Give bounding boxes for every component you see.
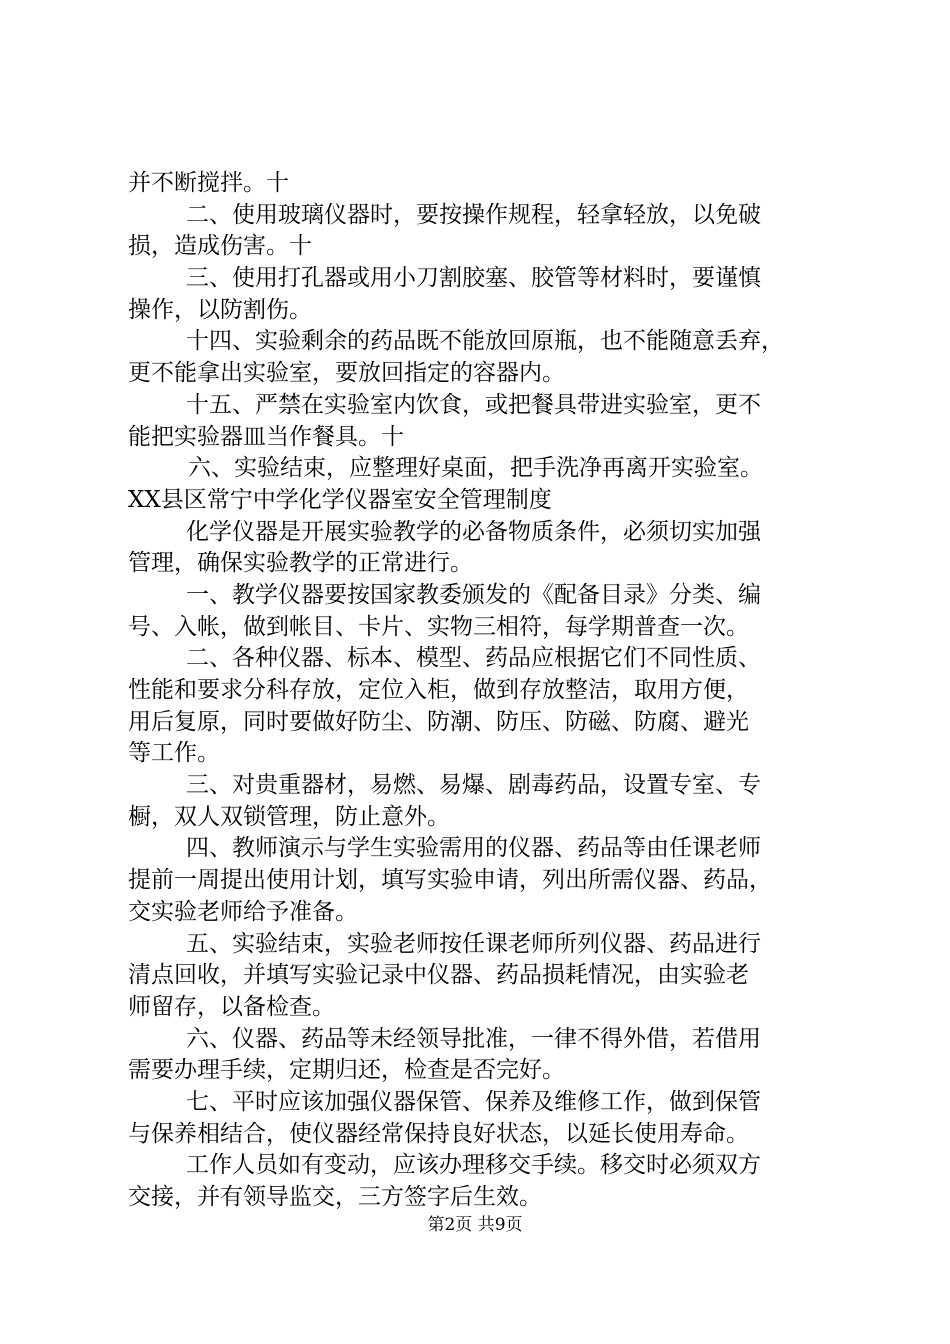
text-line: 师留存，以备检查。: [128, 993, 335, 1020]
text-line: 化学仪器是开展实验教学的必备物质条件，必须切实加强: [186, 518, 761, 545]
text-line: 并不断搅拌。十: [128, 170, 289, 196]
text-line: 橱，双人双锁管理，防止意外。: [128, 803, 450, 830]
text-line: 损，造成伤害。十: [128, 233, 312, 260]
text-line: 需要办理手续，定期归还，检查是否完好。: [128, 1057, 565, 1084]
text-line: 工作人员如有变动，应该办理移交手续。移交时必须双方: [186, 1152, 761, 1179]
text-line: 清点回收，并填写实验记录中仪器、药品损耗情况，由实验老: [128, 962, 749, 989]
page-footer: 第2页 共9页: [427, 1215, 523, 1235]
document-body: [128, 168, 840, 1214]
text-line: XX县区常宁中学化学仪器室安全管理制度: [128, 486, 552, 513]
text-line: 四、教师演示与学生实验需用的仪器、药品等由任课老师: [186, 835, 761, 862]
text-line: 六、仪器、药品等未经领导批准，一律不得外借，若借用: [186, 1025, 761, 1052]
text-line: 等工作。: [128, 740, 220, 767]
text-line: 更不能拿出实验室，要放回指定的容器内。: [128, 360, 565, 387]
text-line: 二、使用玻璃仪器时，要按操作规程，轻拿轻放，以免破: [186, 201, 761, 228]
text-line: 能把实验器皿当作餐具。十: [128, 423, 404, 450]
text-line: 用后复原，同时要做好防尘、防潮、防压、防磁、防腐、避光: [128, 708, 749, 735]
text-line: 五、实验结束，实验老师按任课老师所列仪器、药品进行: [186, 930, 761, 957]
text-line: 十五、严禁在实验室内饮食，或把餐具带进实验室，更不: [186, 391, 761, 418]
text-line: 十四、实验剩余的药品既不能放回原瓶，也不能随意丢弃，: [186, 328, 784, 355]
text-line: 二、各种仪器、标本、模型、药品应根据它们不同性质、: [186, 645, 761, 672]
text-line: 六、实验结束，应整理好桌面，把手洗净再离开实验室。: [188, 455, 763, 482]
text-line: 提前一周提出使用计划，填写实验申请，列出所需仪器、药品，: [128, 867, 772, 894]
text-line: 性能和要求分科存放，定位入柜，做到存放整洁，取用方便，: [128, 677, 749, 703]
text-line: 与保养相结合，使仪器经常保持良好状态，以延长使用寿命。: [128, 1120, 749, 1147]
text-line: 三、使用打孔器或用小刀割胶塞、胶管等材料时，要谨慎: [186, 265, 761, 292]
text-line: 交实验老师给予准备。: [128, 898, 358, 925]
text-line: 管理，确保实验教学的正常进行。: [128, 550, 473, 577]
text-line: 操作，以防割伤。: [128, 296, 312, 323]
text-line: 一、教学仪器要按国家教委颁发的《配备目录》分类、编: [186, 581, 761, 608]
text-line: 三、对贵重器材，易燃、易爆、剧毒药品，设置专室、专: [186, 772, 761, 799]
text-line: 交接，并有领导监交，三方签字后生效。: [128, 1184, 542, 1210]
text-line: 七、平时应该加强仪器保管、保养及维修工作，做到保管: [186, 1088, 761, 1115]
text-line: 号、入帐，做到帐目、卡片、实物三相符，每学期普查一次。: [128, 613, 749, 640]
